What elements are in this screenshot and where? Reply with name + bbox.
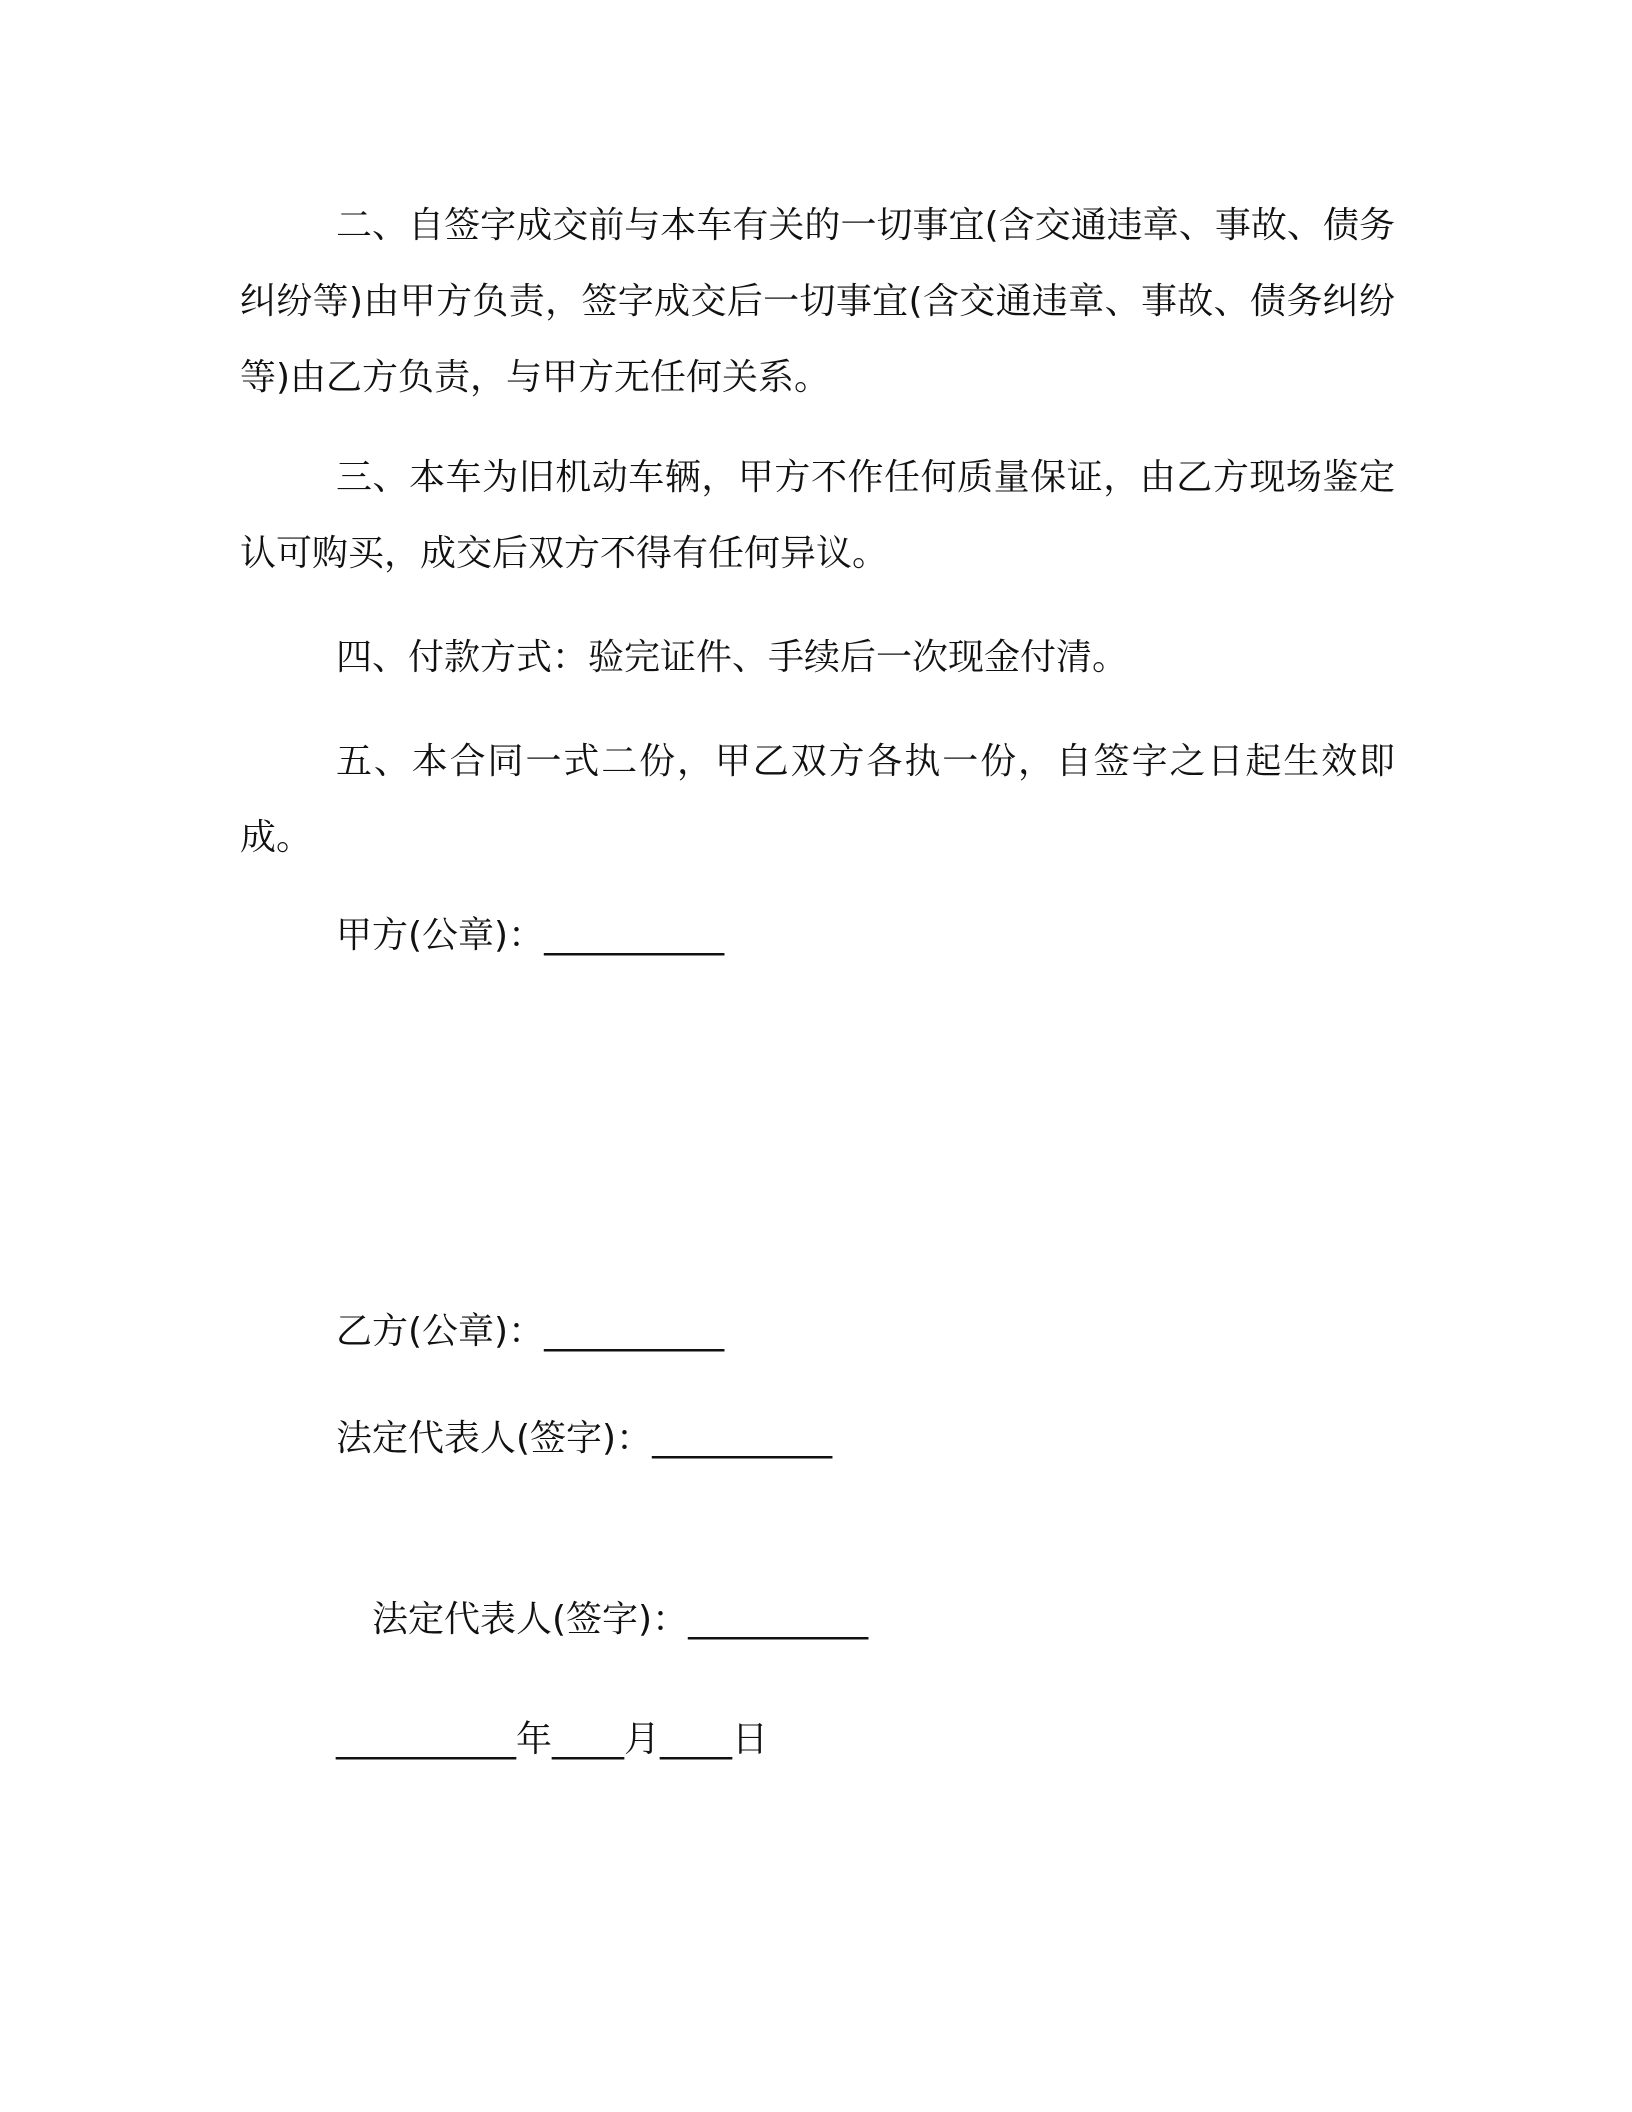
clause-4: 四、付款方式：验完证件、手续后一次现金付清。 [336, 637, 1129, 678]
date-line: __________年____月____日 [336, 1719, 768, 1760]
party-a-seal-line: 甲方(公章)：__________ [336, 915, 725, 956]
clause-3: 三、本车为旧机动车辆，甲方不作任何质量保证，由乙方现场鉴定认可购买，成交后双方不得有任何异议。 [240, 457, 1395, 574]
legal-representative-signature-line: 法定代表人(签字)：__________ [336, 1418, 833, 1459]
party-b-seal-line: 乙方(公章)：__________ [336, 1311, 725, 1352]
clause-2: 二、自签字成交前与本车有关的一切事宜(含交通违章、事故、债务纠纷等)由甲方负责，签字成交后一切事宜(含交通违章、事故、债务纠纷等)由乙方负责，与甲方无任何关系。 [240, 205, 1395, 398]
legal-representative-signature-line-2: 法定代表人(签字)：__________ [372, 1599, 869, 1640]
clause-5: 五、本合同一式二份，甲乙双方各执一份，自签字之日起生效即成。 [240, 741, 1395, 858]
